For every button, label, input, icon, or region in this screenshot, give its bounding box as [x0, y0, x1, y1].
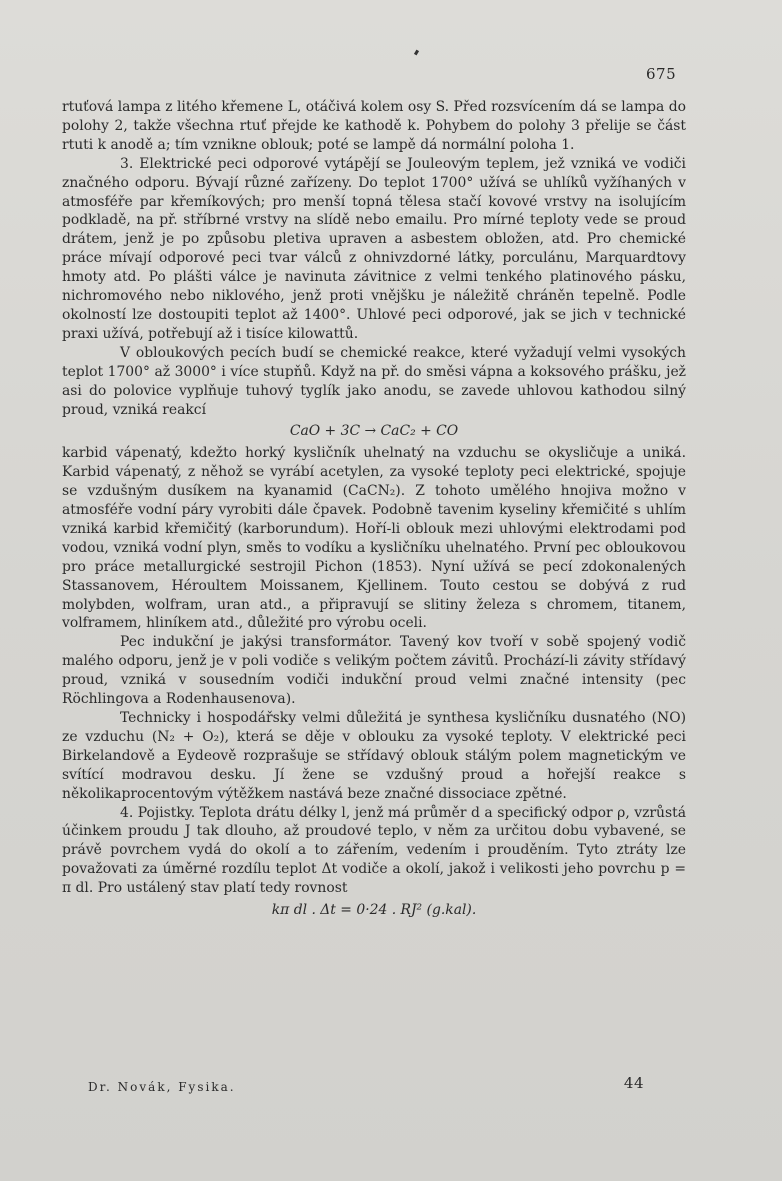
- paragraph-mercury-lamp: rtuťová lampa z litého křemene L, otáčivá kolem osy S. Před rozsvícením dá se lampa do polohy 2, takže všechna rtuť přejde ke kathodě k. Pohybem do polohy 3 přelije se část rtuti k anodě a; tím vznikne oblouk; poté se lampě dá normální poloha 1.: [62, 99, 686, 153]
- page-footer: [88, 1074, 688, 1096]
- ink-speck: [414, 50, 419, 56]
- body-text: [62, 98, 686, 923]
- paragraph-nitric-oxide-synthesis: Technicky i hospodářsky velmi důležitá je synthesa kysličníku dusnatého (NO) ze vzduchu (N₂ + O₂), která se děje v oblouku za vysoké teploty. V elektrické peci Birkelandově a Eydeově rozprašuje se střídavý oblouk stálým polem magnetickým ve svítící modravou desku. Jí žene se vzdušný proud a hořejší reakce s několikaprocentovým výtěžkem nastává beze značné dissociace zpětné.: [62, 710, 686, 802]
- equation-fuse-heat-balance: kπ dl . Δt = 0·24 . RJ² (g.kal).: [271, 902, 477, 919]
- footer-sheet-number: 44: [623, 1074, 644, 1092]
- footer-signature: Dr. Novák, Fysika.: [88, 1080, 236, 1094]
- paragraph-arc-furnaces: V obloukových pecích budí se chemické reakce, které vyžadují velmi vysokých teplot 1700° až 3000° i více stupňů. Když na př. do směsi vápna a koksového prášku, jež asi do polovice vyplňuje tuhový tyglík jako anodu, se zavede uhlovou kathodou silný proud, vzniká reakcí: [62, 344, 686, 418]
- page-number: 675: [646, 65, 677, 83]
- paragraph-induction-furnace: Pec indukční je jakýsi transformátor. Tavený kov tvoří v sobě spojený vodič malého odporu, jenž je v poli vodiče s velikým počtem závitů. Prochází-li závity střídavý proud, vzniká v sousedním vodiči indukční proud velmi značné intensity (pec Röchlingova a Rodenhausenova).: [62, 634, 686, 708]
- equation-calcium-carbide: CaO + 3C → CaC₂ + CO: [289, 423, 459, 440]
- paragraph-resistance-furnaces: 3. Elektrické peci odporové vytápějí se Jouleovým teplem, jež vzniká ve vodiči značného odporu. Bývají různé zařízeny. Do teplot 1700° užívá se uhlíků vyžíhaných v atmosféře par křemíkových; pro menší topná tělesa stačí kovové vrstvy na isolujícím podkladě, na př. stříbrné vrstvy na slídě nebo emailu. Pro mírné teploty vede se proud drátem, jenž je po způsobu pletiva upraven a asbestem obložen, atd. Pro chemické práce mívají odporové peci tvar válců z ohnivzdorné látky, porculánu, Marquardtovy hmoty atd. Po plášti válce je navinuta závitnice z velmi tenkého platinového pásku, nichromového nebo niklového, jenž proti vnějšku je náležitě chráněn tepelně. Podle okolností lze dostoupiti teplot až 1400°. Uhlové peci odporové, jak se jich v technické praxi užívá, potřebují až i tisíce kilowattů.: [62, 155, 686, 342]
- paragraph-arc-furnaces-continued: karbid vápenatý, kdežto horký kysličník uhelnatý na vzduchu se okysličuje a uniká. Karbid vápenatý, z něhož se vyrábí acetylen, za vysoké teploty peci elektrické, spojuje se vzdušným dusíkem na kyanamid (CaCN₂). Z tohoto umělého hnojiva možno v atmosféře vodní páry vyrobiti dále čpavek. Podobně tavenim kyseliny křemičité s uhlím vzniká karbid křemičitý (karborundum). Hoří-li oblouk mezi uhlovými elektrodami pod vodou, vzniká vodní plyn, směs to vodíku a kysličníku uhelnatého. První pec obloukovou pro práce metallurgické sestrojil Pichon (1853). Nyní užívá se pecí zdokonalených Stassanovem, Héroultem Moissanem, Kjellinem. Touto cestou se dobývá z rud molybden, wolfram, uran atd., a připravují se slitiny železa s chromem, titanem, volframem, hliníkem atd., důležité pro výrobu oceli.: [62, 445, 686, 632]
- paragraph-fuses: 4. Pojistky. Teplota drátu délky l, jenž má průměr d a specifický odpor ρ, vzrůstá účinkem proudu J tak dlouho, až proudové teplo, v něm za určitou dobu vybavené, se právě povrchem vydá do okolí a to zářením, vedením i prouděním. Tyto ztráty lze považovati za úměrné rozdílu teplot Δt vodiče a okolí, jakož i velikosti jeho povrchu p = π dl. Pro ustálený stav platí tedy rovnost: [62, 804, 686, 897]
